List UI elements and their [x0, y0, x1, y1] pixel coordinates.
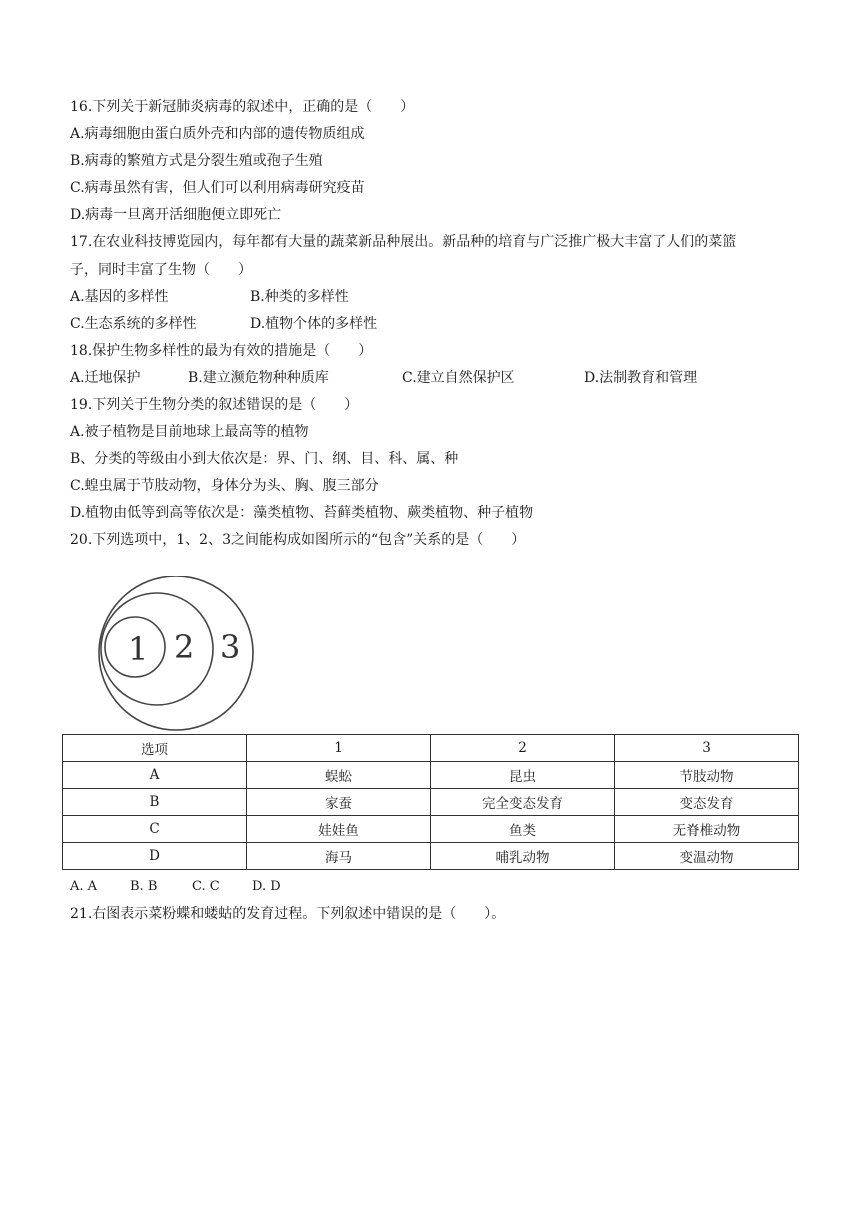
table-cell: 家蚕: [247, 789, 431, 816]
q18-option-b: B.建立濒危物种种质库: [188, 370, 329, 386]
table-header-cell: 1: [247, 735, 431, 762]
q20-stem: 20.下列选项中，1、2、3之间能构成如图所示的“包含”关系的是（ ）: [70, 532, 526, 548]
q18-option-d: D.法制教育和管理: [584, 370, 698, 386]
q17-option-c: C.生态系统的多样性: [70, 316, 197, 332]
table-cell: 蜈蚣: [247, 762, 431, 789]
table-cell: A: [63, 762, 247, 789]
q16-option-b: B.病毒的繁殖方式是分裂生殖或孢子生殖: [70, 153, 323, 169]
q18-stem: 18.保护生物多样性的最为有效的措施是（ ）: [70, 343, 373, 359]
diagram-label-3: 3: [220, 628, 241, 666]
q19-option-a: A.被子植物是目前地球上最高等的植物: [70, 424, 309, 440]
table-row: [63, 789, 799, 816]
q16-option-c: C.病毒虽然有害，但人们可以利用病毒研究疫苗: [70, 180, 365, 196]
q17-stem-line1: 17.在农业科技博览园内，每年都有大量的蔬菜新品种展出。新品种的培育与广泛推广极大丰富了人们的菜篮: [70, 234, 737, 250]
table-header-row: [63, 735, 799, 762]
table-cell: 变温动物: [615, 843, 799, 870]
diagram-label-1: 1: [128, 630, 149, 668]
table-row: [63, 762, 799, 789]
table-header-cell: 2: [431, 735, 615, 762]
table-cell: 完全变态发育: [431, 789, 615, 816]
q18-option-a: A.迁地保护: [70, 370, 141, 386]
table-cell: 娃娃鱼: [247, 816, 431, 843]
table-header-cell: 3: [615, 735, 799, 762]
q19-option-c: C.蝗虫属于节肢动物，身体分为头、胸、腹三部分: [70, 478, 379, 494]
table-cell: D: [63, 843, 247, 870]
q18-option-c: C.建立自然保护区: [402, 370, 515, 386]
table-cell: 鱼类: [431, 816, 615, 843]
q21-stem: 21.右图表示菜粉蝶和蝼蛄的发育过程。下列叙述中错误的是（ ）。: [70, 906, 506, 922]
q19-stem: 19.下列关于生物分类的叙述错误的是（ ）: [70, 397, 359, 413]
q16-stem: 16.下列关于新冠肺炎病毒的叙述中，正确的是（ ）: [70, 99, 415, 115]
table-cell: 变态发育: [615, 789, 799, 816]
table-cell: 无脊椎动物: [615, 816, 799, 843]
diagram-label-2: 2: [174, 628, 195, 666]
q17-option-d: D.植物个体的多样性: [250, 316, 378, 332]
table-cell: 昆虫: [431, 762, 615, 789]
table-row: [63, 816, 799, 843]
nested-circles-diagram: [82, 576, 272, 736]
table-cell: 节肢动物: [615, 762, 799, 789]
q20-option-d: D. D: [252, 879, 281, 894]
circle-middle: [101, 593, 213, 705]
q17-stem-line2: 子，同时丰富了生物（ ）: [70, 262, 252, 278]
q20-option-a: A. A: [70, 879, 98, 894]
table-cell: 哺乳动物: [431, 843, 615, 870]
table-cell: B: [63, 789, 247, 816]
table-cell: C: [63, 816, 247, 843]
table-row: [63, 843, 799, 870]
q19-option-b: B、分类的等级由小到大依次是：界、门、纲、目、科、属、种: [70, 451, 459, 467]
q20-options-table: [62, 734, 799, 870]
q20-option-b: B. B: [130, 879, 158, 894]
table-header-cell: 选项: [63, 735, 247, 762]
q16-option-a: A.病毒细胞由蛋白质外壳和内部的遗传物质组成: [70, 126, 365, 142]
q19-option-d: D.植物由低等到高等依次是：藻类植物、苔藓类植物、蕨类植物、种子植物: [70, 505, 534, 521]
q20-option-c: C. C: [192, 879, 220, 894]
q16-option-d: D.病毒一旦离开活细胞便立即死亡: [70, 207, 282, 223]
q17-option-b: B.种类的多样性: [250, 289, 349, 305]
q17-option-a: A.基因的多样性: [70, 289, 169, 305]
table-cell: 海马: [247, 843, 431, 870]
